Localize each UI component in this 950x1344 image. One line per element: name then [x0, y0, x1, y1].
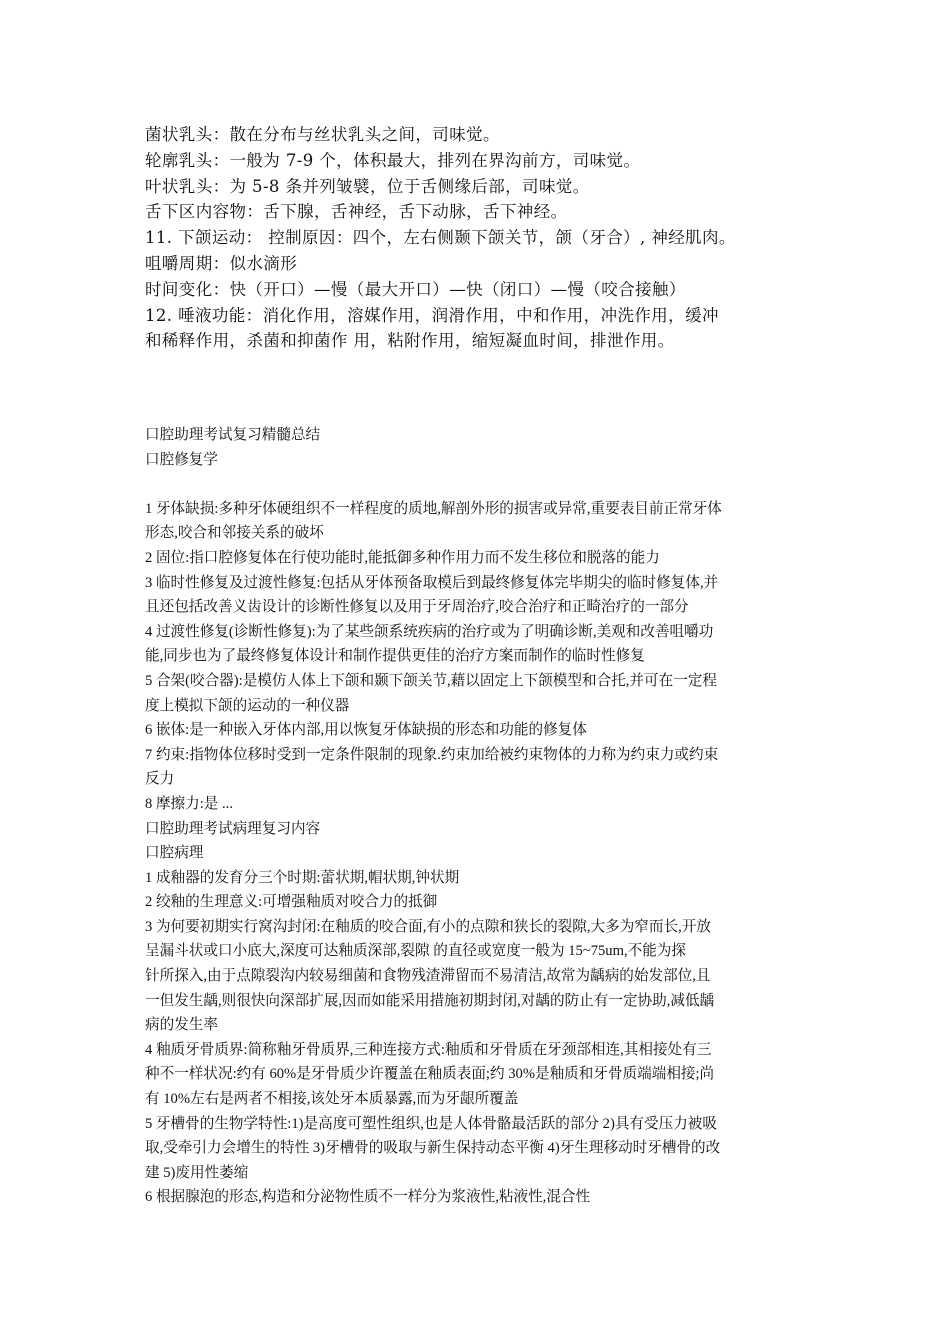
summary-subject: 口腔修复学	[145, 451, 218, 468]
text-line: 建 5)废用性萎缩	[145, 1164, 249, 1181]
text-line: 舌下区内容物：舌下腺，舌神经，舌下动脉，舌下神经。	[145, 202, 568, 222]
text-line: 时间变化：快（开口）—慢（最大开口）—快（闭口）—慢（咬合接触）	[145, 279, 686, 299]
text-line: 1 牙体缺损:多种牙体硬组织不一样程度的质地,解剖外形的损害或异常,重要表目前正常牙体	[145, 500, 722, 517]
text-line: 3 为何要初期实行窝沟封闭:在釉质的咬合面,有小的点隙和狭长的裂隙,大多为窄而长,开放	[145, 918, 711, 935]
text-line: 一但发生龋,则很快向深部扩展,因而如能采用措施初期封闭,对龋的防止有一定协助,减低龋	[145, 992, 715, 1009]
text-line: 1 成釉器的发育分三个时期:蕾状期,帽状期,钟状期	[145, 869, 460, 886]
review-notes	[145, 423, 813, 1210]
text-line: 7 约束:指物体位移时受到一定条件限制的现象.约束加给被约束物体的力称为约束力或约束	[145, 746, 719, 763]
blank-line	[145, 472, 813, 497]
summary-title: 口腔助理考试复习精髓总结	[145, 427, 321, 443]
text-line: 2 绞釉的生理意义:可增强釉质对咬合力的抵御	[145, 894, 438, 911]
text-line: 6 根据腺泡的形态,构造和分泌物性质不一样分为浆液性,粘液性,混合性	[145, 1189, 591, 1206]
text-line: 5 牙槽骨的生物学特性:1)是高度可塑性组织,也是人体骨骼最活跃的部分 2)具有受压力被吸	[145, 1115, 717, 1132]
text-line: 反力	[145, 771, 175, 788]
text-line: 形态,咬合和邻接关系的破坏	[145, 525, 324, 542]
text-line: 11. 下颌运动： 控制原因：四个，左右侧颞下颌关节，颌（牙合）, 神经肌肉。	[145, 228, 736, 248]
text-line: 4 釉质牙骨质界:简称釉牙骨质界,三种连接方式:釉质和牙骨质在牙颈部相连,其相接处有三	[145, 1041, 712, 1058]
oral-anatomy-section	[145, 122, 813, 354]
pathology-subject: 口腔病理	[145, 845, 204, 862]
text-line: 取,受牵引力会增生的特性 3)牙槽骨的吸取与新生保持动态平衡 4)牙生理移动时牙槽骨的改	[145, 1140, 721, 1157]
text-line: 5 合架(咬合器):是模仿人体上下颌和颞下颌关节,藉以固定上下颌模型和合托,并可在一定程	[145, 672, 717, 689]
text-line: 菌状乳头：散在分布与丝状乳头之间，司味觉。	[145, 125, 500, 144]
text-line: 叶状乳头：为 5-8 条并列皱襞，位于舌侧缘后部，司味觉。	[145, 176, 590, 196]
text-line: 和稀释作用，杀菌和抑菌作 用，粘附作用，缩短凝血时间，排泄作用。	[145, 331, 675, 351]
text-line: 4 过渡性修复(诊断性修复):为了某些颌系统疾病的治疗或为了明确诊断,美观和改善咀嚼功	[145, 623, 714, 640]
text-line: 12. 唾液功能：消化作用，溶媒作用，润滑作用，中和作用，冲洗作用，缓冲	[145, 305, 719, 325]
text-line: 3 临时性修复及过渡性修复:包括从牙体预备取模后到最终修复体完毕期尖的临时修复体,并	[145, 574, 719, 591]
text-line: 且还包括改善义齿设计的诊断性修复以及用于牙周治疗,咬合治疗和正畸治疗的一部分	[145, 599, 689, 616]
text-line: 种不一样状况:约有 60%是牙骨质少许覆盖在釉质表面;约 30%是釉质和牙骨质端端相接;尚	[145, 1066, 715, 1083]
text-line: 6 嵌体:是一种嵌入牙体内部,用以恢复牙体缺损的形态和功能的修复体	[145, 722, 587, 739]
text-line: 针所探入,由于点隙裂沟内较易细菌和食物残渣滞留而不易清洁,故常为龋病的始发部位,且	[145, 968, 711, 985]
pathology-title: 口腔助理考试病理复习内容	[145, 820, 321, 837]
text-line: 8 摩擦力:是 ...	[145, 795, 233, 812]
text-line: 2 固位:指口腔修复体在行使功能时,能抵御多种作用力而不发生移位和脱落的能力	[145, 549, 660, 566]
text-line: 呈漏斗状或口小底大,深度可达釉质深部,裂隙 的直径或宽度一般为 15~75um,不能为探	[145, 943, 686, 960]
text-line: 能,同步也为了最终修复体设计和制作提供更佳的治疗方案而制作的临时性修复	[145, 648, 645, 665]
text-line: 度上模拟下颌的运动的一种仪器	[145, 697, 350, 714]
text-line: 咀嚼周期：似水滴形	[145, 253, 298, 273]
text-line: 轮廓乳头：一般为 7-9 个，体积最大，排列在界沟前方，司味觉。	[145, 150, 641, 170]
text-line: 病的发生率	[145, 1017, 218, 1034]
text-line: 有 10%左右是两者不相接,该处牙本质暴露,而为牙龈所覆盖	[145, 1091, 519, 1108]
